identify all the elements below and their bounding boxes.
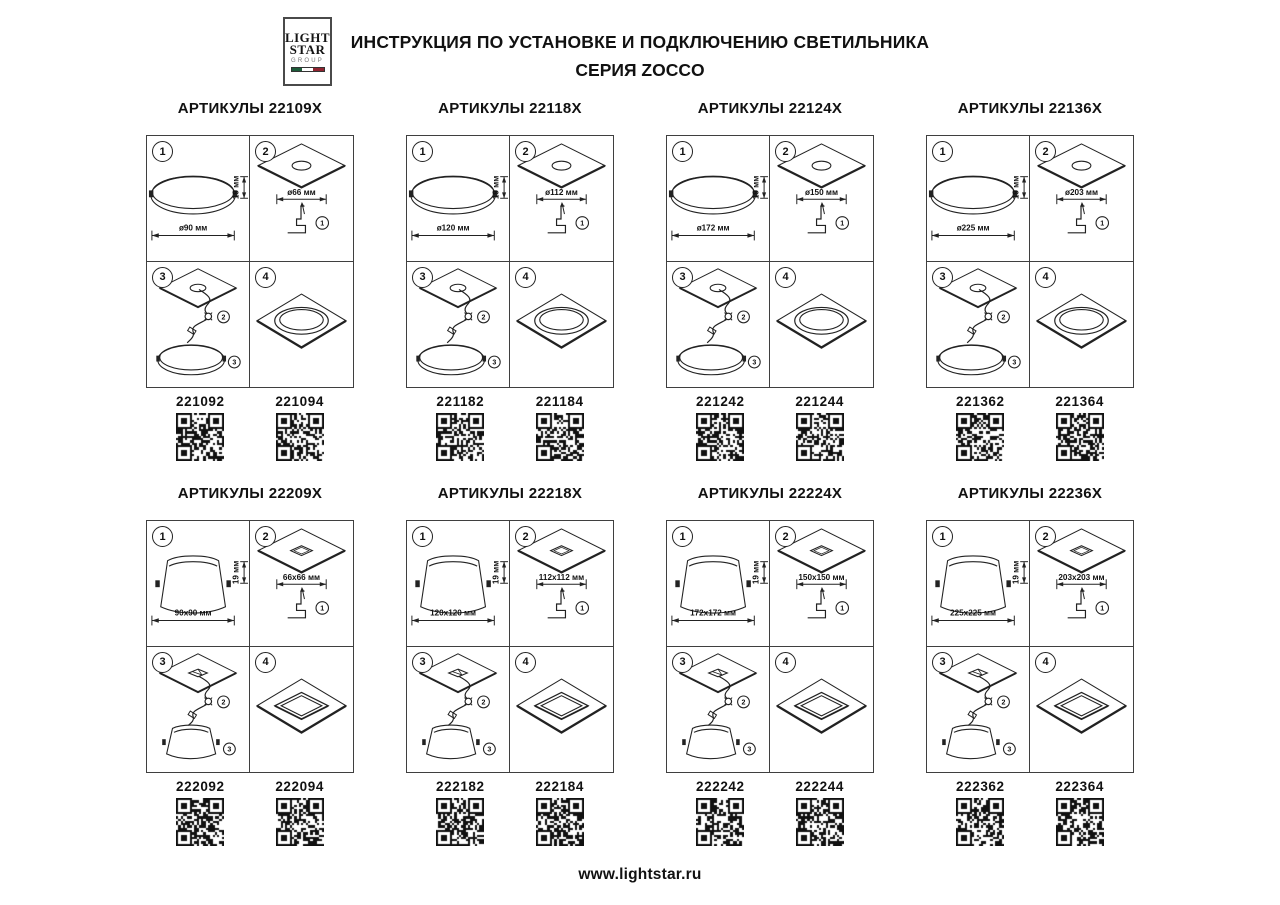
step-number-badge: 1 xyxy=(932,526,953,547)
step-2-ceiling-cutout xyxy=(250,136,353,262)
step-number-badge: 2 xyxy=(515,526,536,547)
article-item xyxy=(675,779,765,846)
title-line-2: СЕРИЯ ZOCCO xyxy=(575,60,705,80)
svg-text:19 мм: 19 мм xyxy=(231,175,241,200)
svg-text:ø90 мм: ø90 мм xyxy=(178,223,208,233)
svg-text:19 мм: 19 мм xyxy=(491,560,501,585)
svg-text:2: 2 xyxy=(1001,698,1006,706)
article-item xyxy=(935,394,1025,461)
article-number: 222184 xyxy=(535,779,584,794)
qr-code xyxy=(176,413,224,461)
step-2-ceiling-cutout xyxy=(510,136,613,262)
qr-code xyxy=(436,798,484,846)
step-3-wiring-connection xyxy=(147,262,250,388)
svg-text:ø66 мм: ø66 мм xyxy=(287,187,316,197)
step-number-badge: 1 xyxy=(672,141,693,162)
step-1-fixture-dimensions xyxy=(667,521,770,647)
svg-text:2: 2 xyxy=(1001,313,1006,321)
step-number-badge: 1 xyxy=(152,141,173,162)
qr-code xyxy=(536,798,584,846)
article-number: 222242 xyxy=(696,779,745,794)
panel-title: АРТИКУЛЫ 22218X xyxy=(437,485,583,502)
qr-code xyxy=(276,413,324,461)
article-item xyxy=(775,394,865,461)
article-list xyxy=(146,394,354,461)
instruction-grid xyxy=(406,135,614,388)
article-item xyxy=(415,779,505,846)
product-panel xyxy=(406,485,614,846)
product-panel xyxy=(406,100,614,461)
article-list xyxy=(406,394,614,461)
qr-code xyxy=(1056,413,1104,461)
step-number-badge: 1 xyxy=(672,526,693,547)
svg-text:ø203 мм: ø203 мм xyxy=(1064,187,1099,197)
svg-text:19 мм: 19 мм xyxy=(751,175,761,200)
logo-text-star: STAR xyxy=(289,41,326,57)
step-number-badge: 1 xyxy=(412,141,433,162)
step-4-installed-fixture xyxy=(250,262,353,388)
svg-text:ø120 мм: ø120 мм xyxy=(436,223,470,233)
step-number-badge: 2 xyxy=(1035,141,1056,162)
qr-code xyxy=(436,413,484,461)
step-1-fixture-dimensions xyxy=(407,521,510,647)
svg-text:172x172 мм: 172x172 мм xyxy=(690,608,737,618)
step-3-wiring-connection xyxy=(407,262,510,388)
svg-text:1: 1 xyxy=(580,604,585,613)
article-list xyxy=(666,779,874,846)
step-2-ceiling-cutout xyxy=(250,521,353,647)
qr-code xyxy=(796,413,844,461)
instruction-grid xyxy=(146,520,354,773)
step-2-ceiling-cutout xyxy=(1030,521,1133,647)
svg-text:2: 2 xyxy=(221,698,226,706)
svg-text:19 мм: 19 мм xyxy=(491,175,501,200)
website-url: www.lightstar.ru xyxy=(578,866,702,883)
step-3-wiring-connection xyxy=(667,262,770,388)
step-number-badge: 1 xyxy=(932,141,953,162)
step-1-fixture-dimensions xyxy=(667,136,770,262)
step-number-badge: 3 xyxy=(412,652,433,673)
svg-text:203x203 мм: 203x203 мм xyxy=(1058,572,1105,582)
step-number-badge: 3 xyxy=(672,267,693,288)
svg-text:19 мм: 19 мм xyxy=(1011,560,1021,585)
step-number-badge: 1 xyxy=(152,526,173,547)
qr-code xyxy=(536,413,584,461)
qr-code xyxy=(696,798,744,846)
article-item xyxy=(155,394,245,461)
svg-text:3: 3 xyxy=(492,359,497,367)
article-item xyxy=(515,779,605,846)
panel-title: АРТИКУЛЫ 22224X xyxy=(697,485,843,502)
instruction-grid xyxy=(666,520,874,773)
svg-text:ø150 мм: ø150 мм xyxy=(804,187,839,197)
qr-code xyxy=(176,798,224,846)
svg-text:1: 1 xyxy=(1100,604,1105,613)
article-list xyxy=(666,394,874,461)
product-panels-grid xyxy=(0,100,1280,846)
step-4-installed-fixture xyxy=(250,647,353,773)
svg-text:3: 3 xyxy=(487,746,492,754)
svg-text:1: 1 xyxy=(320,604,325,613)
svg-text:3: 3 xyxy=(752,359,757,367)
step-1-fixture-dimensions xyxy=(147,136,250,262)
step-number-badge: 3 xyxy=(152,267,173,288)
svg-text:66x66 мм: 66x66 мм xyxy=(282,572,321,582)
svg-text:2: 2 xyxy=(741,698,746,706)
step-2-ceiling-cutout xyxy=(770,136,873,262)
article-item xyxy=(255,394,345,461)
step-3-wiring-connection xyxy=(667,647,770,773)
svg-text:1: 1 xyxy=(840,219,845,228)
panel-title: АРТИКУЛЫ 22109X xyxy=(177,100,323,117)
step-number-badge: 2 xyxy=(515,141,536,162)
step-number-badge: 3 xyxy=(932,652,953,673)
product-panel xyxy=(666,100,874,461)
step-4-installed-fixture xyxy=(1030,647,1133,773)
step-4-installed-fixture xyxy=(510,262,613,388)
product-panel xyxy=(926,485,1134,846)
step-1-fixture-dimensions xyxy=(407,136,510,262)
qr-code xyxy=(696,413,744,461)
step-3-wiring-connection xyxy=(407,647,510,773)
step-number-badge: 4 xyxy=(255,267,276,288)
svg-text:3: 3 xyxy=(1007,746,1012,754)
instruction-grid xyxy=(406,520,614,773)
article-item xyxy=(155,779,245,846)
product-panel xyxy=(926,100,1134,461)
svg-text:2: 2 xyxy=(221,313,226,321)
svg-text:ø225 мм: ø225 мм xyxy=(956,223,990,233)
svg-text:1: 1 xyxy=(320,219,325,228)
svg-text:ø172 мм: ø172 мм xyxy=(696,223,730,233)
panel-title: АРТИКУЛЫ 22124X xyxy=(697,100,843,117)
svg-text:1: 1 xyxy=(1100,219,1105,228)
qr-code xyxy=(956,798,1004,846)
title-line-1: ИНСТРУКЦИЯ ПО УСТАНОВКЕ И ПОДКЛЮЧЕНИЮ СВЕТИЛЬНИКА xyxy=(350,32,930,52)
instruction-grid xyxy=(926,520,1134,773)
product-panel xyxy=(146,485,354,846)
step-1-fixture-dimensions xyxy=(147,521,250,647)
logo-text-group: GROUP xyxy=(290,57,324,64)
svg-text:2: 2 xyxy=(481,698,486,706)
svg-text:3: 3 xyxy=(1012,359,1017,367)
svg-text:19 мм: 19 мм xyxy=(751,560,761,585)
step-number-badge: 4 xyxy=(1035,652,1056,673)
svg-text:3: 3 xyxy=(227,746,232,754)
product-panel xyxy=(146,100,354,461)
article-number: 222094 xyxy=(275,779,324,794)
article-item xyxy=(515,394,605,461)
article-number: 221092 xyxy=(176,394,225,409)
article-number: 221362 xyxy=(956,394,1005,409)
step-number-badge: 3 xyxy=(412,267,433,288)
panel-title: АРТИКУЛЫ 22209X xyxy=(177,485,323,502)
svg-text:19 мм: 19 мм xyxy=(231,560,241,585)
product-panel xyxy=(666,485,874,846)
article-number: 221244 xyxy=(795,394,844,409)
article-number: 221184 xyxy=(535,394,584,409)
step-number-badge: 1 xyxy=(412,526,433,547)
step-3-wiring-connection xyxy=(147,647,250,773)
svg-text:225x225 мм: 225x225 мм xyxy=(950,608,997,618)
qr-code xyxy=(956,413,1004,461)
qr-code xyxy=(796,798,844,846)
step-4-installed-fixture xyxy=(1030,262,1133,388)
article-number: 221364 xyxy=(1055,394,1104,409)
article-item xyxy=(675,394,765,461)
instruction-grid xyxy=(146,135,354,388)
step-number-badge: 2 xyxy=(255,141,276,162)
article-item xyxy=(255,779,345,846)
article-item xyxy=(415,394,505,461)
article-number: 222362 xyxy=(956,779,1005,794)
step-number-badge: 3 xyxy=(672,652,693,673)
svg-text:1: 1 xyxy=(580,219,585,228)
step-number-badge: 2 xyxy=(775,141,796,162)
qr-code xyxy=(1056,798,1104,846)
article-number: 221094 xyxy=(275,394,324,409)
article-item xyxy=(1035,779,1125,846)
step-3-wiring-connection xyxy=(927,647,1030,773)
svg-text:2: 2 xyxy=(741,313,746,321)
svg-text:112x112 мм: 112x112 мм xyxy=(538,572,585,582)
step-number-badge: 2 xyxy=(1035,526,1056,547)
step-number-badge: 4 xyxy=(775,267,796,288)
step-number-badge: 3 xyxy=(152,652,173,673)
svg-text:3: 3 xyxy=(747,746,752,754)
qr-code xyxy=(276,798,324,846)
svg-text:90x90 мм: 90x90 мм xyxy=(174,608,212,618)
step-number-badge: 4 xyxy=(1035,267,1056,288)
step-1-fixture-dimensions xyxy=(927,521,1030,647)
article-number: 222244 xyxy=(795,779,844,794)
article-item xyxy=(935,779,1025,846)
logo-text-light: LIGHT xyxy=(284,29,331,45)
step-number-badge: 4 xyxy=(515,652,536,673)
article-item xyxy=(775,779,865,846)
step-2-ceiling-cutout xyxy=(1030,136,1133,262)
svg-text:1: 1 xyxy=(840,604,845,613)
article-item xyxy=(1035,394,1125,461)
article-list xyxy=(146,779,354,846)
article-list xyxy=(926,779,1134,846)
step-4-installed-fixture xyxy=(770,262,873,388)
svg-text:ø112 мм: ø112 мм xyxy=(545,187,578,197)
svg-text:3: 3 xyxy=(232,359,237,367)
step-1-fixture-dimensions xyxy=(927,136,1030,262)
svg-text:19 мм: 19 мм xyxy=(1011,175,1021,200)
step-4-installed-fixture xyxy=(770,647,873,773)
instruction-grid xyxy=(666,135,874,388)
article-number: 222182 xyxy=(436,779,485,794)
step-2-ceiling-cutout xyxy=(770,521,873,647)
article-list xyxy=(406,779,614,846)
step-number-badge: 4 xyxy=(515,267,536,288)
step-number-badge: 4 xyxy=(775,652,796,673)
step-number-badge: 2 xyxy=(775,526,796,547)
step-2-ceiling-cutout xyxy=(510,521,613,647)
step-number-badge: 3 xyxy=(932,267,953,288)
step-4-installed-fixture xyxy=(510,647,613,773)
panel-title: АРТИКУЛЫ 22136X xyxy=(957,100,1103,117)
svg-text:2: 2 xyxy=(481,313,486,321)
svg-text:120x120 мм: 120x120 мм xyxy=(430,608,477,618)
svg-text:150x150 мм: 150x150 мм xyxy=(798,572,845,582)
article-number: 221242 xyxy=(696,394,745,409)
article-number: 221182 xyxy=(436,394,485,409)
panel-title: АРТИКУЛЫ 22118X xyxy=(438,100,582,117)
article-number: 222364 xyxy=(1055,779,1104,794)
instruction-grid xyxy=(926,135,1134,388)
step-number-badge: 4 xyxy=(255,652,276,673)
step-3-wiring-connection xyxy=(927,262,1030,388)
page-title xyxy=(0,29,1280,81)
article-number: 222092 xyxy=(176,779,225,794)
article-list xyxy=(926,394,1134,461)
step-number-badge: 2 xyxy=(255,526,276,547)
panel-title: АРТИКУЛЫ 22236X xyxy=(957,485,1103,502)
